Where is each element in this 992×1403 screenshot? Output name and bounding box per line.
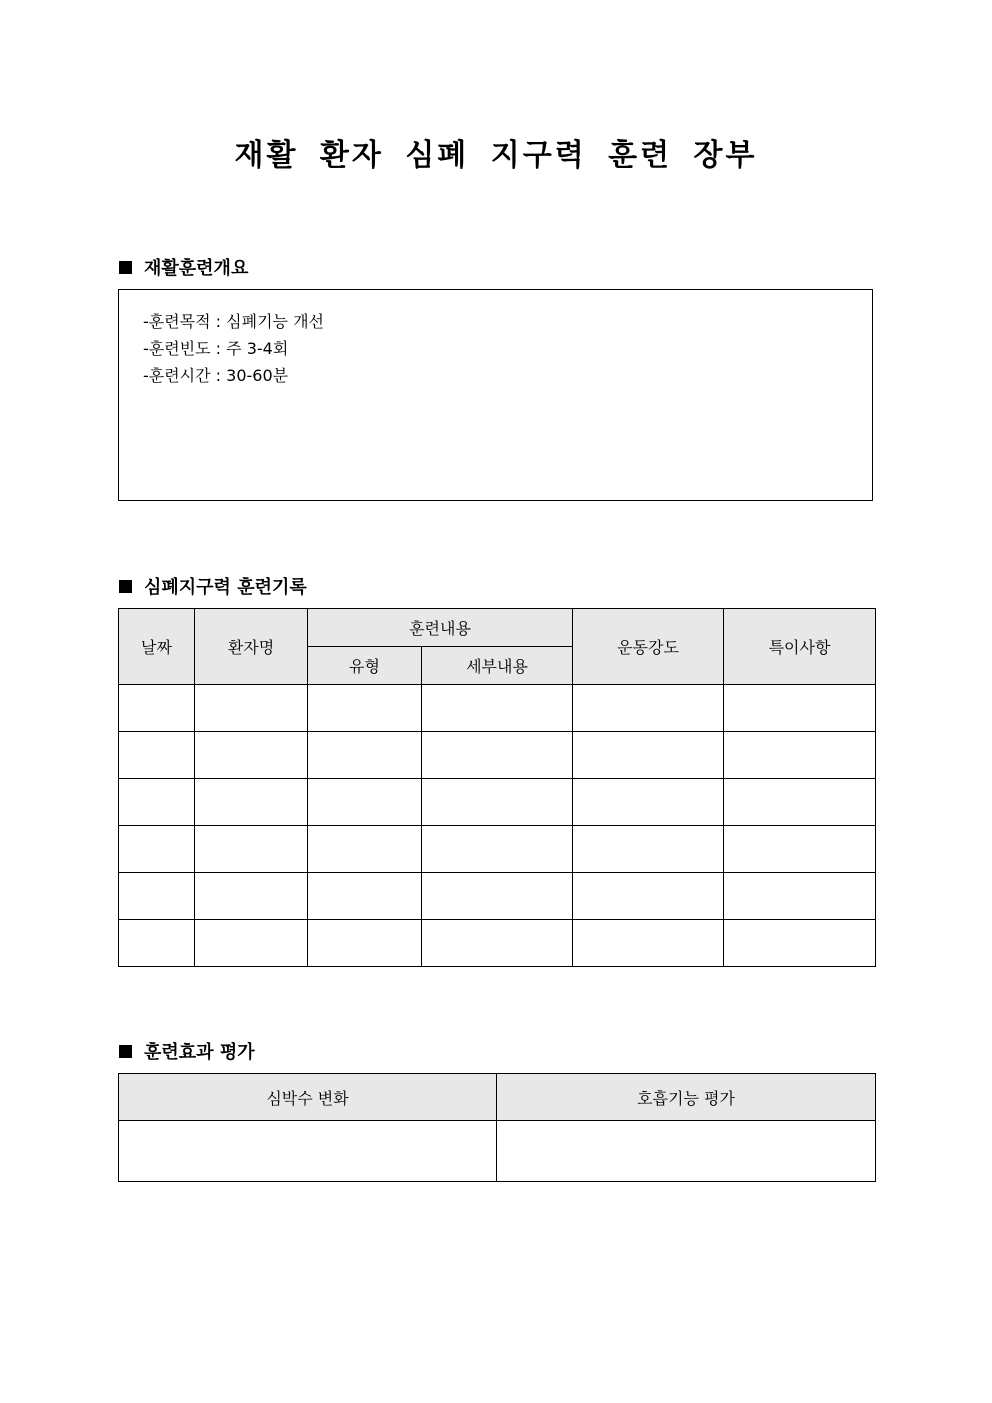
- date-cell[interactable]: [119, 779, 195, 826]
- type-cell[interactable]: [308, 873, 422, 920]
- detail-cell[interactable]: [422, 873, 573, 920]
- col-header-notes: 특이사항: [724, 609, 876, 685]
- heart-rate-cell[interactable]: [119, 1121, 497, 1182]
- type-cell[interactable]: [308, 779, 422, 826]
- patient-cell[interactable]: [195, 920, 308, 967]
- black-square-icon: [119, 261, 132, 274]
- training-record-table: [118, 608, 876, 967]
- col-header-intensity: 운동강도: [573, 609, 724, 685]
- overview-purpose: -훈련목적 : 심폐기능 개선: [143, 312, 324, 331]
- intensity-cell[interactable]: [573, 920, 724, 967]
- record-section-heading: [119, 573, 307, 599]
- detail-cell[interactable]: [422, 732, 573, 779]
- date-cell[interactable]: [119, 826, 195, 873]
- type-cell[interactable]: [308, 685, 422, 732]
- record-heading-label: 심폐지구력 훈련기록: [144, 577, 307, 598]
- intensity-cell[interactable]: [573, 826, 724, 873]
- col-header-date: 날짜: [119, 609, 195, 685]
- col-header-type: 유형: [308, 647, 422, 685]
- overview-frequency: -훈련빈도 : 주 3-4회: [143, 339, 289, 358]
- col-header-heart-rate: 심박수 변화: [119, 1074, 497, 1121]
- date-cell[interactable]: [119, 920, 195, 967]
- detail-cell[interactable]: [422, 920, 573, 967]
- table-row: [119, 1121, 876, 1182]
- notes-cell[interactable]: [724, 732, 876, 779]
- respiratory-cell[interactable]: [497, 1121, 876, 1182]
- patient-cell[interactable]: [195, 826, 308, 873]
- overview-duration: -훈련시간 : 30-60분: [143, 366, 289, 385]
- intensity-cell[interactable]: [573, 732, 724, 779]
- patient-cell[interactable]: [195, 685, 308, 732]
- patient-cell[interactable]: [195, 732, 308, 779]
- patient-cell[interactable]: [195, 779, 308, 826]
- type-cell[interactable]: [308, 826, 422, 873]
- intensity-cell[interactable]: [573, 779, 724, 826]
- table-row: [119, 779, 876, 826]
- notes-cell[interactable]: [724, 685, 876, 732]
- type-cell[interactable]: [308, 920, 422, 967]
- date-cell[interactable]: [119, 685, 195, 732]
- date-cell[interactable]: [119, 732, 195, 779]
- patient-cell[interactable]: [195, 873, 308, 920]
- table-row: [119, 873, 876, 920]
- notes-cell[interactable]: [724, 779, 876, 826]
- black-square-icon: [119, 580, 132, 593]
- notes-cell[interactable]: [724, 873, 876, 920]
- intensity-cell[interactable]: [573, 685, 724, 732]
- col-header-detail: 세부내용: [422, 647, 573, 685]
- col-header-patient: 환자명: [195, 609, 308, 685]
- type-cell[interactable]: [308, 732, 422, 779]
- detail-cell[interactable]: [422, 779, 573, 826]
- notes-cell[interactable]: [724, 920, 876, 967]
- evaluation-section-heading: [119, 1038, 255, 1064]
- table-row: [119, 826, 876, 873]
- intensity-cell[interactable]: [573, 873, 724, 920]
- notes-cell[interactable]: [724, 826, 876, 873]
- table-row: [119, 732, 876, 779]
- detail-cell[interactable]: [422, 685, 573, 732]
- col-header-respiratory: 호흡기능 평가: [497, 1074, 876, 1121]
- detail-cell[interactable]: [422, 826, 573, 873]
- evaluation-table: [118, 1073, 876, 1182]
- overview-heading-label: 재활훈련개요: [144, 258, 249, 279]
- col-header-content: 훈련내용: [308, 609, 573, 647]
- table-row: [119, 920, 876, 967]
- date-cell[interactable]: [119, 873, 195, 920]
- black-square-icon: [119, 1045, 132, 1058]
- table-row: [119, 685, 876, 732]
- overview-box: [118, 289, 873, 501]
- overview-section-heading: [119, 254, 248, 280]
- evaluation-heading-label: 훈련효과 평가: [144, 1042, 255, 1063]
- page-title: 재활 환자 심폐 지구력 훈련 장부: [234, 138, 758, 173]
